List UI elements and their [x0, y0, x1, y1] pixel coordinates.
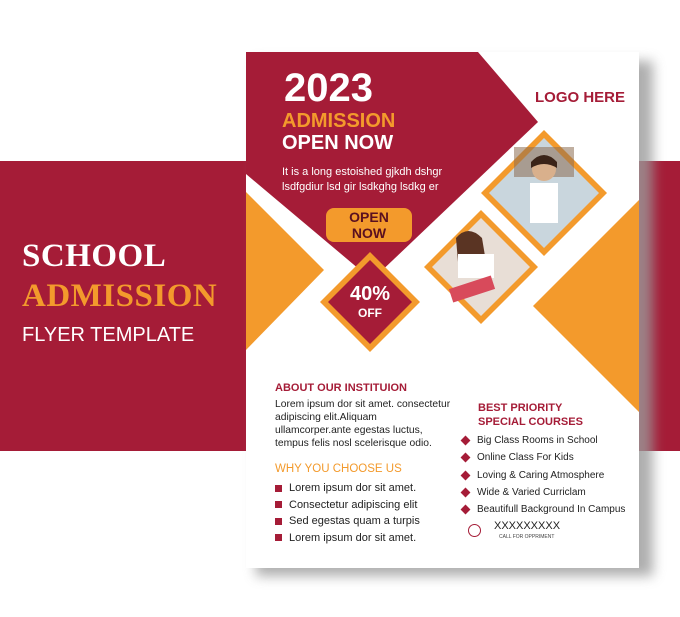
open-now-button[interactable]: OPEN NOW: [326, 208, 412, 242]
course-item: Beautifull Background In Campus: [462, 501, 625, 518]
phone-icon: [468, 524, 481, 537]
student-2-shirt: [458, 254, 494, 278]
phone-caption: CALL FOR OPPRIMENT: [499, 534, 555, 540]
banner-subtitle: FLYER TEMPLATE: [22, 324, 195, 346]
banner-title-school: SCHOOL: [22, 238, 167, 274]
square-bullet-icon: [275, 518, 282, 525]
diamond-bullet-icon: [461, 488, 471, 498]
square-bullet-icon: [275, 534, 282, 541]
diamond-bullet-icon: [461, 505, 471, 515]
diamond-bullet-icon: [461, 470, 471, 480]
phone-number: XXXXXXXXX: [494, 520, 561, 532]
why-item: Consectetur adipiscing elit: [275, 497, 420, 514]
banner-title-admission: ADMISSION: [22, 278, 218, 314]
course-item: Loving & Caring Atmosphere: [462, 467, 625, 484]
square-bullet-icon: [275, 485, 282, 492]
discount-value: 40%: [349, 283, 391, 305]
why-item: Lorem ipsum dor sit amet.: [275, 530, 420, 547]
logo-placeholder: LOGO HERE: [535, 89, 626, 106]
course-item: Wide & Varied Curriclam: [462, 484, 625, 501]
flyer-year: 2023: [284, 66, 373, 110]
flyer-page: [246, 52, 639, 568]
courses-heading: BEST PRIORITY SPECIAL COURSES: [478, 402, 583, 428]
discount-label: OFF: [358, 306, 382, 320]
why-item: Lorem ipsum dor sit amet.: [275, 480, 420, 497]
why-item: Sed egestas quam a turpis: [275, 513, 420, 530]
square-bullet-icon: [275, 501, 282, 508]
courses-list: [462, 432, 625, 518]
why-list: [275, 480, 420, 546]
student-1-shirt: [530, 183, 558, 223]
about-heading: ABOUT OUR INSTITUION: [275, 382, 407, 394]
flyer-open-now-heading: OPEN NOW: [282, 132, 394, 154]
diamond-bullet-icon: [461, 453, 471, 463]
flyer-admission-heading: ADMISSION: [282, 110, 396, 132]
about-text: Lorem ipsum dor sit amet. consectetur adipiscing elit.Aliquam ullamcorper.ante egestas luctus, tempus felis nosl scelerisque odio.: [275, 399, 451, 449]
flyer-description: It is a long estoished gjkdh dshgr lsdfgdiur lsd gir lsdkghg lsdkg er: [282, 166, 443, 193]
diamond-bullet-icon: [461, 436, 471, 446]
why-heading: WHY YOU CHOOSE US: [275, 463, 402, 475]
course-item: Online Class For Kids: [462, 449, 625, 466]
course-item: Big Class Rooms in School: [462, 432, 625, 449]
